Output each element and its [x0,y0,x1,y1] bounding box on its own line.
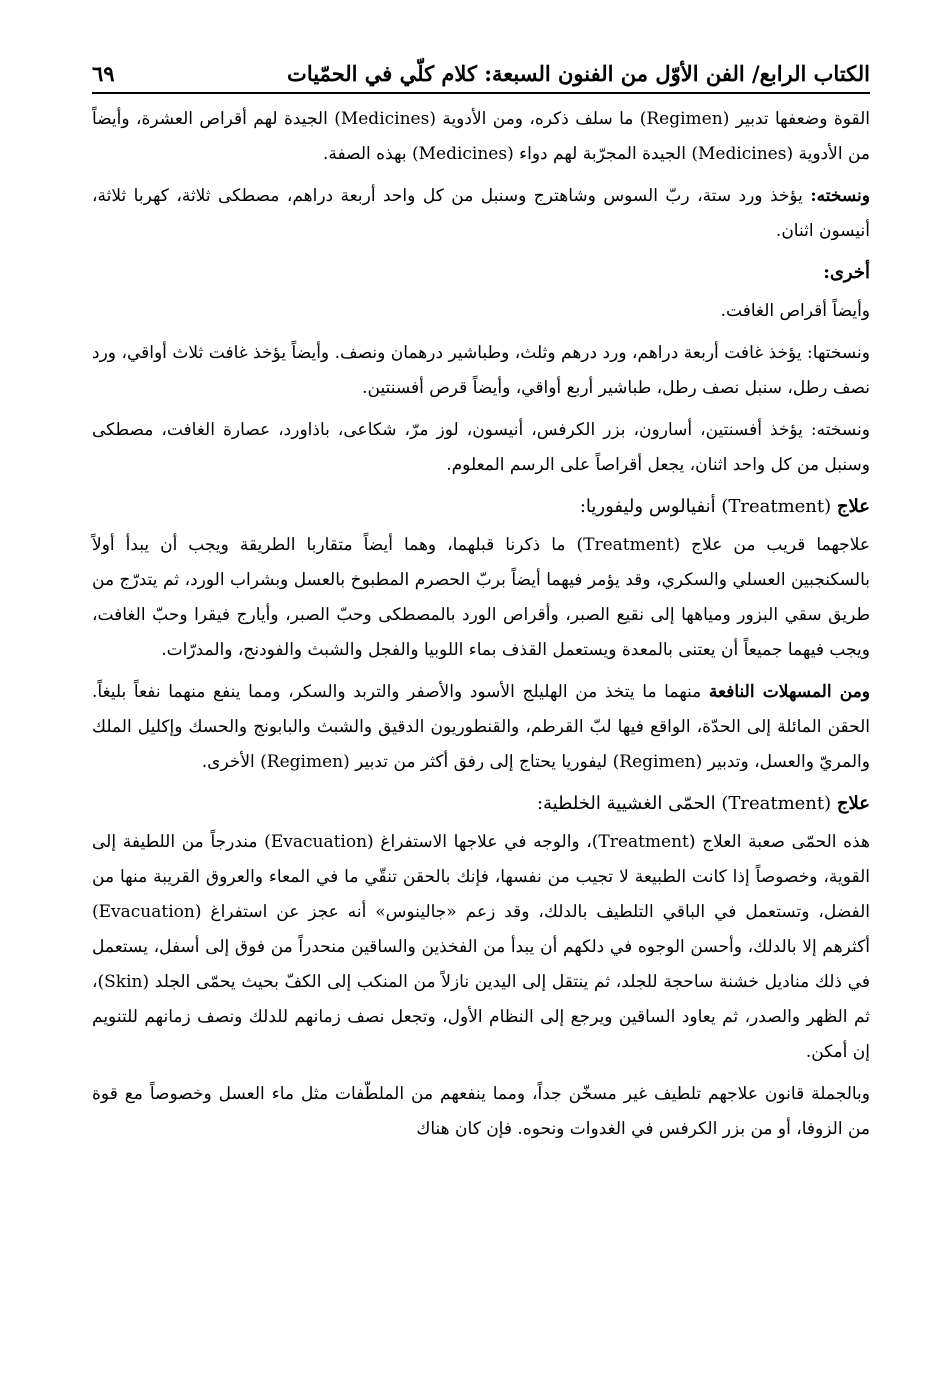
heading-other: أخرى: [823,262,870,283]
paragraph-4: ونسختها: يؤخذ غافت أربعة دراهم، ورد درهم وثلث، وطباشير درهمان ونصف. وأيضاً يؤخذ غافت ثلاث أواقي، ورد نصف رطل، سنبل نصف رطل، طباشير أربع أواقي، وأيضاً قرص أفسنتين. [92,343,870,398]
paragraph-5: ونسخته: يؤخذ أفسنتين، أسارون، بزر الكرفس، أنيسون، لوز مرّ، شكاعى، باذاورد، عصارة الغافت، مصطكى وسنبل من كل واحد اثنان، يجعل أقراصاً على الرسم المعلوم. [92,420,870,475]
running-title: الكتاب الرابع/ الفن الأوّل من الفنون السبعة: كلام كلّي في الحمّيات [287,60,870,86]
heading-lead-2: علاج [836,793,870,814]
heading-lead: علاج [836,496,870,517]
paragraph-1: القوة وضعفها تدبير (Regimen) ما سلف ذكره، ومن الأدوية (Medicines) الجيدة لهم أقراص العشرة، وأيضاً من الأدوية (Medicines) الجيدة المجرّبة لهم دواء (Medicines) بهذه الصفة. [92,109,871,164]
laxatives-text: منهما ما يتخذ من الهليلج الأسود والأصفر والتربد والسكر، ومما ينفع منهما نفعاً بليغاً. الحقن المائلة إلى الحدّة، الواقع فيها لبّ القرطم، والقنطوريون الدقيق والشبث والبابونج والحسك وإكليل الملك والمريّ والعسل، وتدبير (Regimen) ليفوريا يحتاج إلى رفق أكثر من تدبير (Regimen) الأخرى. [92,682,870,772]
recipe-text: يؤخذ ورد ستة، ربّ السوس وشاهترج وسنبل من كل واحد أربعة دراهم، مصطكى ثلاثة، كهربا ثلاثة، أنيسون اثنان. [92,186,870,241]
recipe-lead: ونسخته: [810,186,870,206]
heading-text: (Treatment) أنفيالوس وليفوريا: [579,496,837,517]
heading-text-2: (Treatment) الحمّى الغشيية الخلطية: [536,793,837,814]
page-number: ٦٩ [92,60,115,86]
paragraph-7 [92,675,870,780]
paragraph-3: وأيضاً أقراص الغافت. [720,301,870,321]
book-page [92,38,870,1154]
paragraph-9: وبالجملة قانون علاجهم تلطيف غير مسخّن جداً، ومما ينفعهم من الملطّفات مثل ماء العسل وخصوصاً مع قوة من الزوفا، أو من بزر الكرفس في الغدوات ونحوه. فإن كان هناك [92,1084,870,1139]
heading-treatment-2 [92,787,870,821]
page-body [92,102,870,1147]
paragraph-6: علاجهما قريب من علاج (Treatment) ما ذكرنا قبلهما، وهما أيضاً متقاربا الطريقة ويجب أن يبدأ أولاً بالسكنجبين العسلي والسكري، وقد يؤمر فيهما أيضاً بربّ الحصرم المطبوخ بالعسل وبشراب الورد، ثم يتدرّج من طريق سقي البزور ومياهها إلى نقيع الصبر، وأقراص الورد بالمصطكى وحبّ الصبر، وأيارج فيقرا وحبّ الغافت، ويجب فيهما جميعاً أن يعتنى بالمعدة ويستعمل القذف بماء اللوبيا والفجل والشبث والفودنج، والمدرّات. [92,535,870,660]
page-header [92,38,870,94]
laxatives-lead: ومن المسهلات النافعة [708,682,870,702]
paragraph-8: هذه الحمّى صعبة العلاج (Treatment)، والوجه في علاجها الاستفراغ (Evacuation) مندرجاً من اللطيفة إلى القوية، وخصوصاً إذا كانت الطبيعة لا تجيب من نفسها، فإنك بالحقن تنقّي ما في المعاء والعروق القريبة منها من الفضل، وتستعمل في الباقي التلطيف بالدلك، وقد زعم «جالينوس» أنه عجز عن استفراغ (Evacuation) أكثرهم إلا بالدلك، وأحسن الوجوه في دلكهم أن يبدأ من الفخذين والساقين منحدراً من فوق إلى أسفل، يستعمل في ذلك مناديل خشنة ساحجة للجلد، ثم ينتقل إلى اليدين نازلاً من المنكب إلى الكفّ بحيث يحمّى الجلد (Skin)، ثم الظهر والصدر، ثم يعاود الساقين ويرجع إلى النظام الأول، وتجعل نصف زمانهم للدلك ونصف زمانهم للتنويم إن أمكن. [92,832,870,1062]
paragraph-2 [92,179,870,249]
heading-treatment-1 [92,490,870,524]
